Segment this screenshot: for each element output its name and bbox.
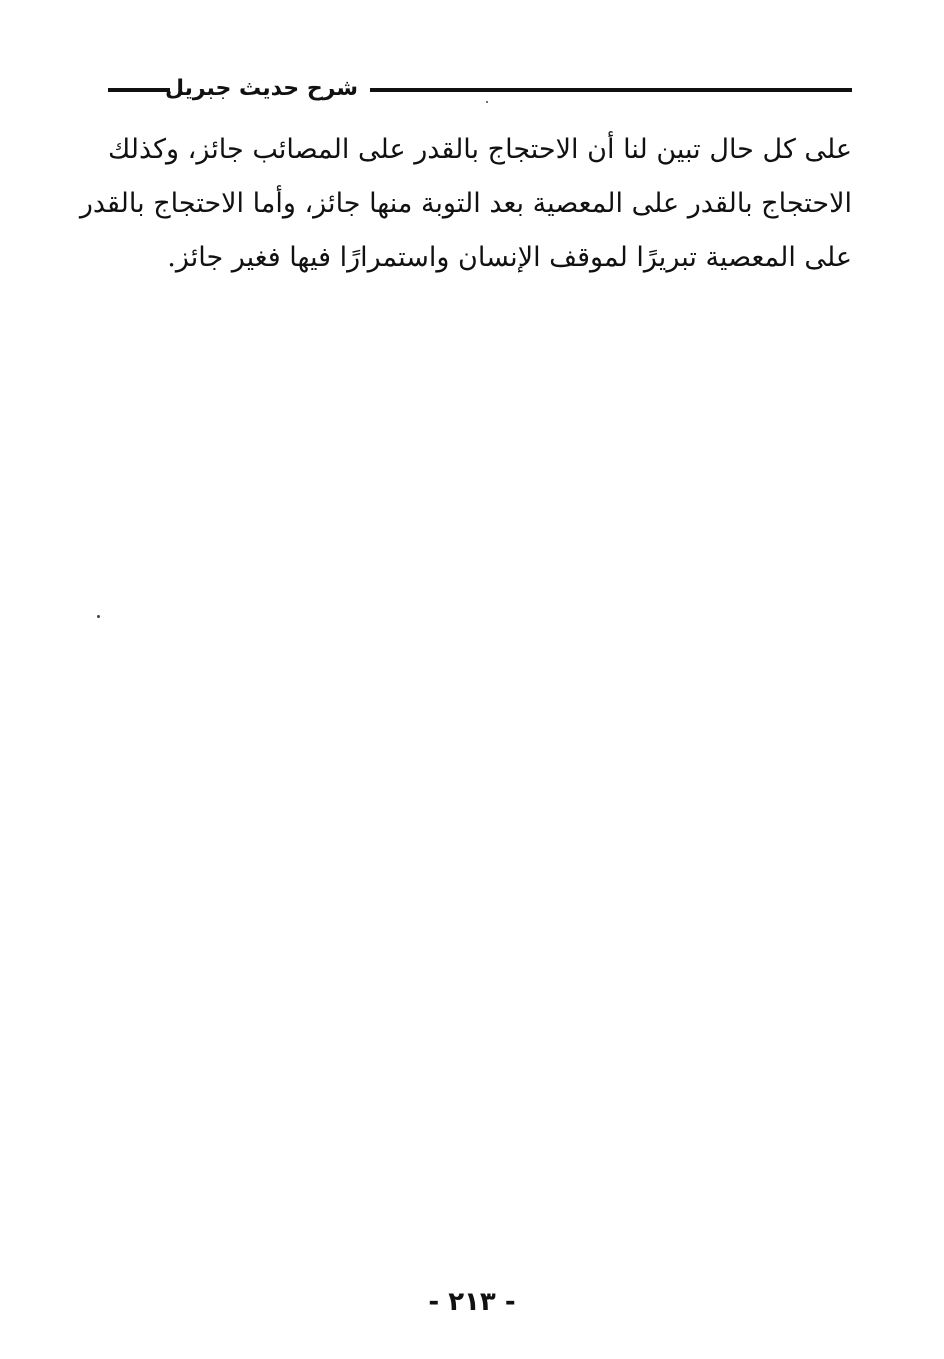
- body-line-1: على كل حال تبين لنا أن الاحتجاج بالقدر على المصائب جائز، وكذلك: [108, 134, 852, 165]
- header-title: شرح حديث جبريل: [164, 76, 358, 101]
- body-line-2: الاحتجاج بالقدر على المعصية بعد التوبة منها جائز، وأما الاحتجاج بالقدر: [79, 188, 852, 219]
- page-number: - ٢١٣ -: [428, 1287, 516, 1317]
- header-rule-right: [370, 88, 852, 92]
- body-line-3: على المعصية تبريرًا لموقف الإنسان واستمرارًا فيها فغير جائز.: [167, 242, 852, 273]
- scan-speck: [486, 101, 488, 103]
- header-rule-left: [108, 88, 170, 92]
- scan-speck: [97, 615, 100, 618]
- body-paragraph: [79, 125, 852, 287]
- running-header: [108, 70, 852, 110]
